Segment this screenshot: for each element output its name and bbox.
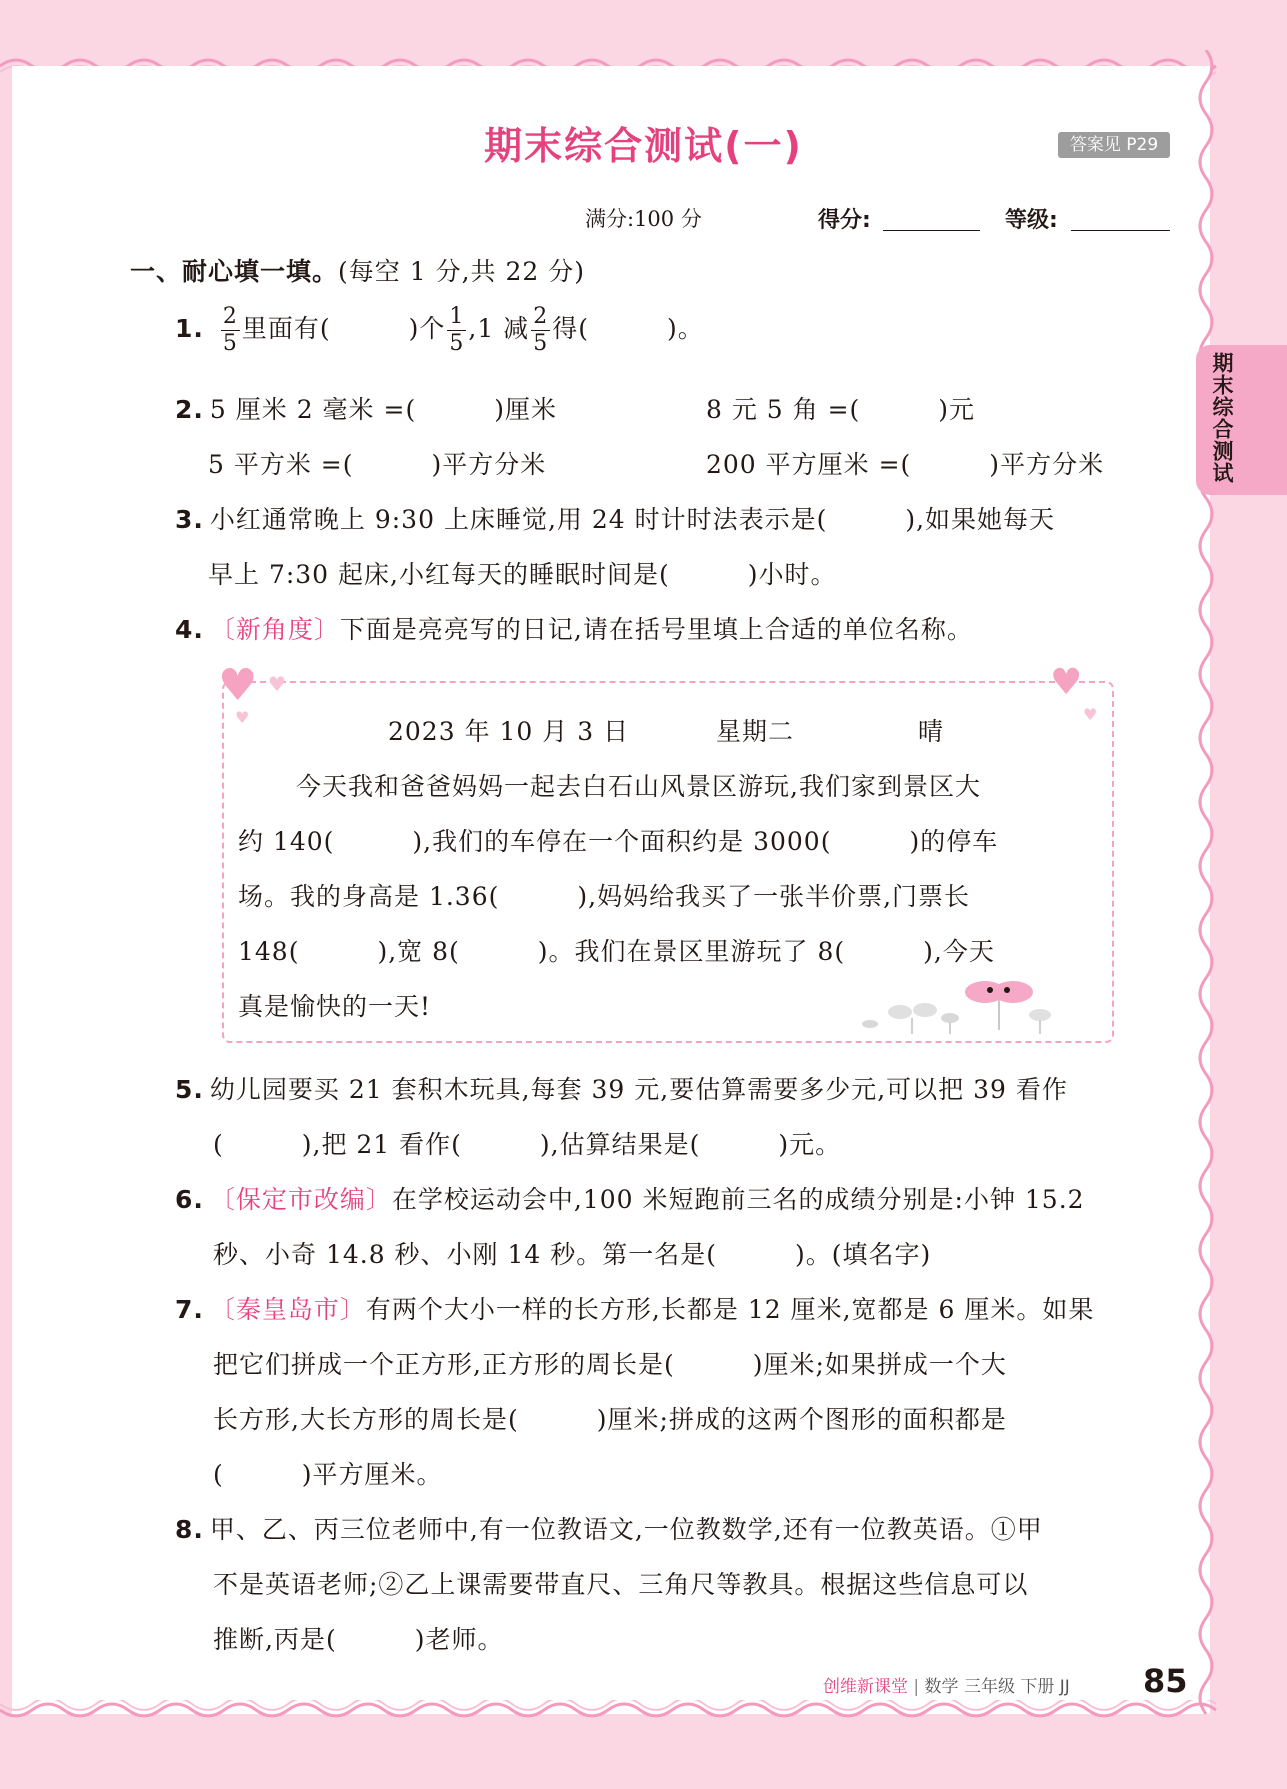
fraction: $\frac{2}{5}$ xyxy=(533,304,549,356)
side-tab-label: 期末综合测试 xyxy=(1210,352,1234,484)
level-blank xyxy=(1071,230,1170,231)
right-wave-border xyxy=(1196,50,1226,1720)
heart-icon: ♥ xyxy=(235,708,250,727)
score-blank xyxy=(883,230,980,231)
question-text: 小红通常晚上 9:30 上床睡觉,用 24 时计时法表示是( ),如果她每天 xyxy=(209,505,1056,534)
question-number: 3. xyxy=(175,505,204,534)
question-7-line-2: 把它们拼成一个正方形,正方形的周长是( )厘米;如果拼成一个大 xyxy=(213,1350,1007,1379)
question-text: 有两个大小一样的长方形,长都是 12 厘米,宽都是 6 厘米。如果 xyxy=(365,1295,1095,1324)
question-number: 2. xyxy=(175,395,204,424)
question-2-row-1 xyxy=(175,390,557,426)
section-heading xyxy=(130,252,585,288)
diary-line-1: 今天我和爸爸妈妈一起去白石山风景区游玩,我们家到景区大 xyxy=(296,772,981,801)
question-number: 6. xyxy=(175,1185,204,1214)
question-text: 幼儿园要买 21 套积木玩具,每套 39 元,要估算需要多少元,可以把 39 看作 xyxy=(209,1075,1068,1104)
question-number: 8. xyxy=(175,1515,204,1544)
page-title: 期末综合测试(一) xyxy=(484,124,803,168)
brand-name: 创维新课堂 xyxy=(823,1677,908,1697)
question-1 xyxy=(175,306,704,355)
question-number: 5. xyxy=(175,1075,204,1104)
diary-line-3: 场。我的身高是 1.36( ),妈妈给我买了一张半价票,门票长 xyxy=(238,882,971,911)
source-tag: 〔新角度〕 xyxy=(209,615,340,644)
sprout-decoration-icon xyxy=(800,970,1070,1040)
question-3-line-2: 早上 7:30 起床,小红每天的睡眠时间是( )小时。 xyxy=(208,560,837,589)
fraction: $\frac{1}{5}$ xyxy=(449,304,465,356)
question-text: 里面有( )个 xyxy=(241,314,446,343)
question-number: 1. xyxy=(175,314,204,343)
answer-reference-badge: 答案见 P29 xyxy=(1058,132,1170,158)
full-score: 满分:100 分 xyxy=(585,207,702,231)
diary-line-2: 约 140( ),我们的车停在一个面积约是 3000( )的停车 xyxy=(238,827,999,856)
heart-icon: ♥ xyxy=(1083,705,1098,724)
question-3-line-1 xyxy=(175,500,1055,536)
question-6-line-1 xyxy=(175,1180,1085,1216)
footer-brand xyxy=(823,1672,1070,1697)
heart-icon: ♥ xyxy=(1050,662,1083,703)
heart-icon: ♥ xyxy=(268,672,286,696)
diary-line-5: 真是愉快的一天! xyxy=(238,992,432,1021)
question-2-item-c: 5 平方米 =( )平方分米 xyxy=(208,450,547,479)
question-8-line-2: 不是英语老师;②乙上课需要带直尺、三角尺等教具。根据这些信息可以 xyxy=(213,1570,1029,1599)
question-number: 7. xyxy=(175,1295,204,1324)
source-tag: 〔秦皇岛市〕 xyxy=(209,1295,366,1324)
section-note: (每空 1 分,共 22 分) xyxy=(338,257,585,286)
footer-separator: | xyxy=(913,1677,920,1697)
question-8-line-3: 推断,丙是( )老师。 xyxy=(213,1625,504,1654)
question-4 xyxy=(175,610,973,646)
question-2-item-d: 200 平方厘米 =( )平方分米 xyxy=(706,450,1105,479)
bottom-wave-border xyxy=(0,1700,1287,1730)
question-text: 下面是亮亮写的日记,请在括号里填上合适的单位名称。 xyxy=(339,615,973,644)
section-title: 一、耐心填一填。 xyxy=(130,257,339,286)
question-text: 在学校运动会中,100 米短跑前三名的成绩分别是:小钟 15.2 xyxy=(391,1185,1085,1214)
diary-date: 2023 年 10 月 3 日 xyxy=(388,717,630,746)
question-text: 甲、乙、丙三位老师中,有一位教语文,一位教数学,还有一位教英语。①甲 xyxy=(209,1515,1043,1544)
heart-icon: ♥ xyxy=(218,660,258,711)
page-number: 85 xyxy=(1143,1662,1188,1700)
question-7-line-3: 长方形,大长方形的周长是( )厘米;拼成的这两个图形的面积都是 xyxy=(213,1405,1007,1434)
question-text: ,1 减 xyxy=(468,314,530,343)
question-text: 得( )。 xyxy=(552,314,704,343)
question-7-line-4: ( )平方厘米。 xyxy=(213,1460,443,1489)
diary-weekday: 星期二 xyxy=(716,717,795,746)
diary-line-4: 148( ),宽 8( )。我们在景区里游玩了 8( ),今天 xyxy=(238,937,995,966)
question-7-line-1 xyxy=(175,1290,1094,1326)
source-tag: 〔保定市改编〕 xyxy=(209,1185,392,1214)
question-5-line-2: ( ),把 21 看作( ),估算结果是( )元。 xyxy=(213,1130,842,1159)
question-8-line-1 xyxy=(175,1510,1043,1546)
question-5-line-1 xyxy=(175,1070,1068,1106)
level-label: 等级: xyxy=(1005,208,1058,233)
question-number: 4. xyxy=(175,615,204,644)
footer-subject: 数学 三年级 下册 JJ xyxy=(924,1677,1070,1697)
question-6-line-2: 秒、小奇 14.8 秒、小刚 14 秒。第一名是( )。(填名字) xyxy=(213,1240,932,1269)
diary-weather: 晴 xyxy=(918,717,945,746)
question-2-item-b: 8 元 5 角 =( )元 xyxy=(706,395,976,424)
question-text: 5 厘米 2 毫米 =( )厘米 xyxy=(209,395,557,424)
score-label: 得分: xyxy=(818,208,871,233)
fraction: $\frac{2}{5}$ xyxy=(222,304,238,356)
